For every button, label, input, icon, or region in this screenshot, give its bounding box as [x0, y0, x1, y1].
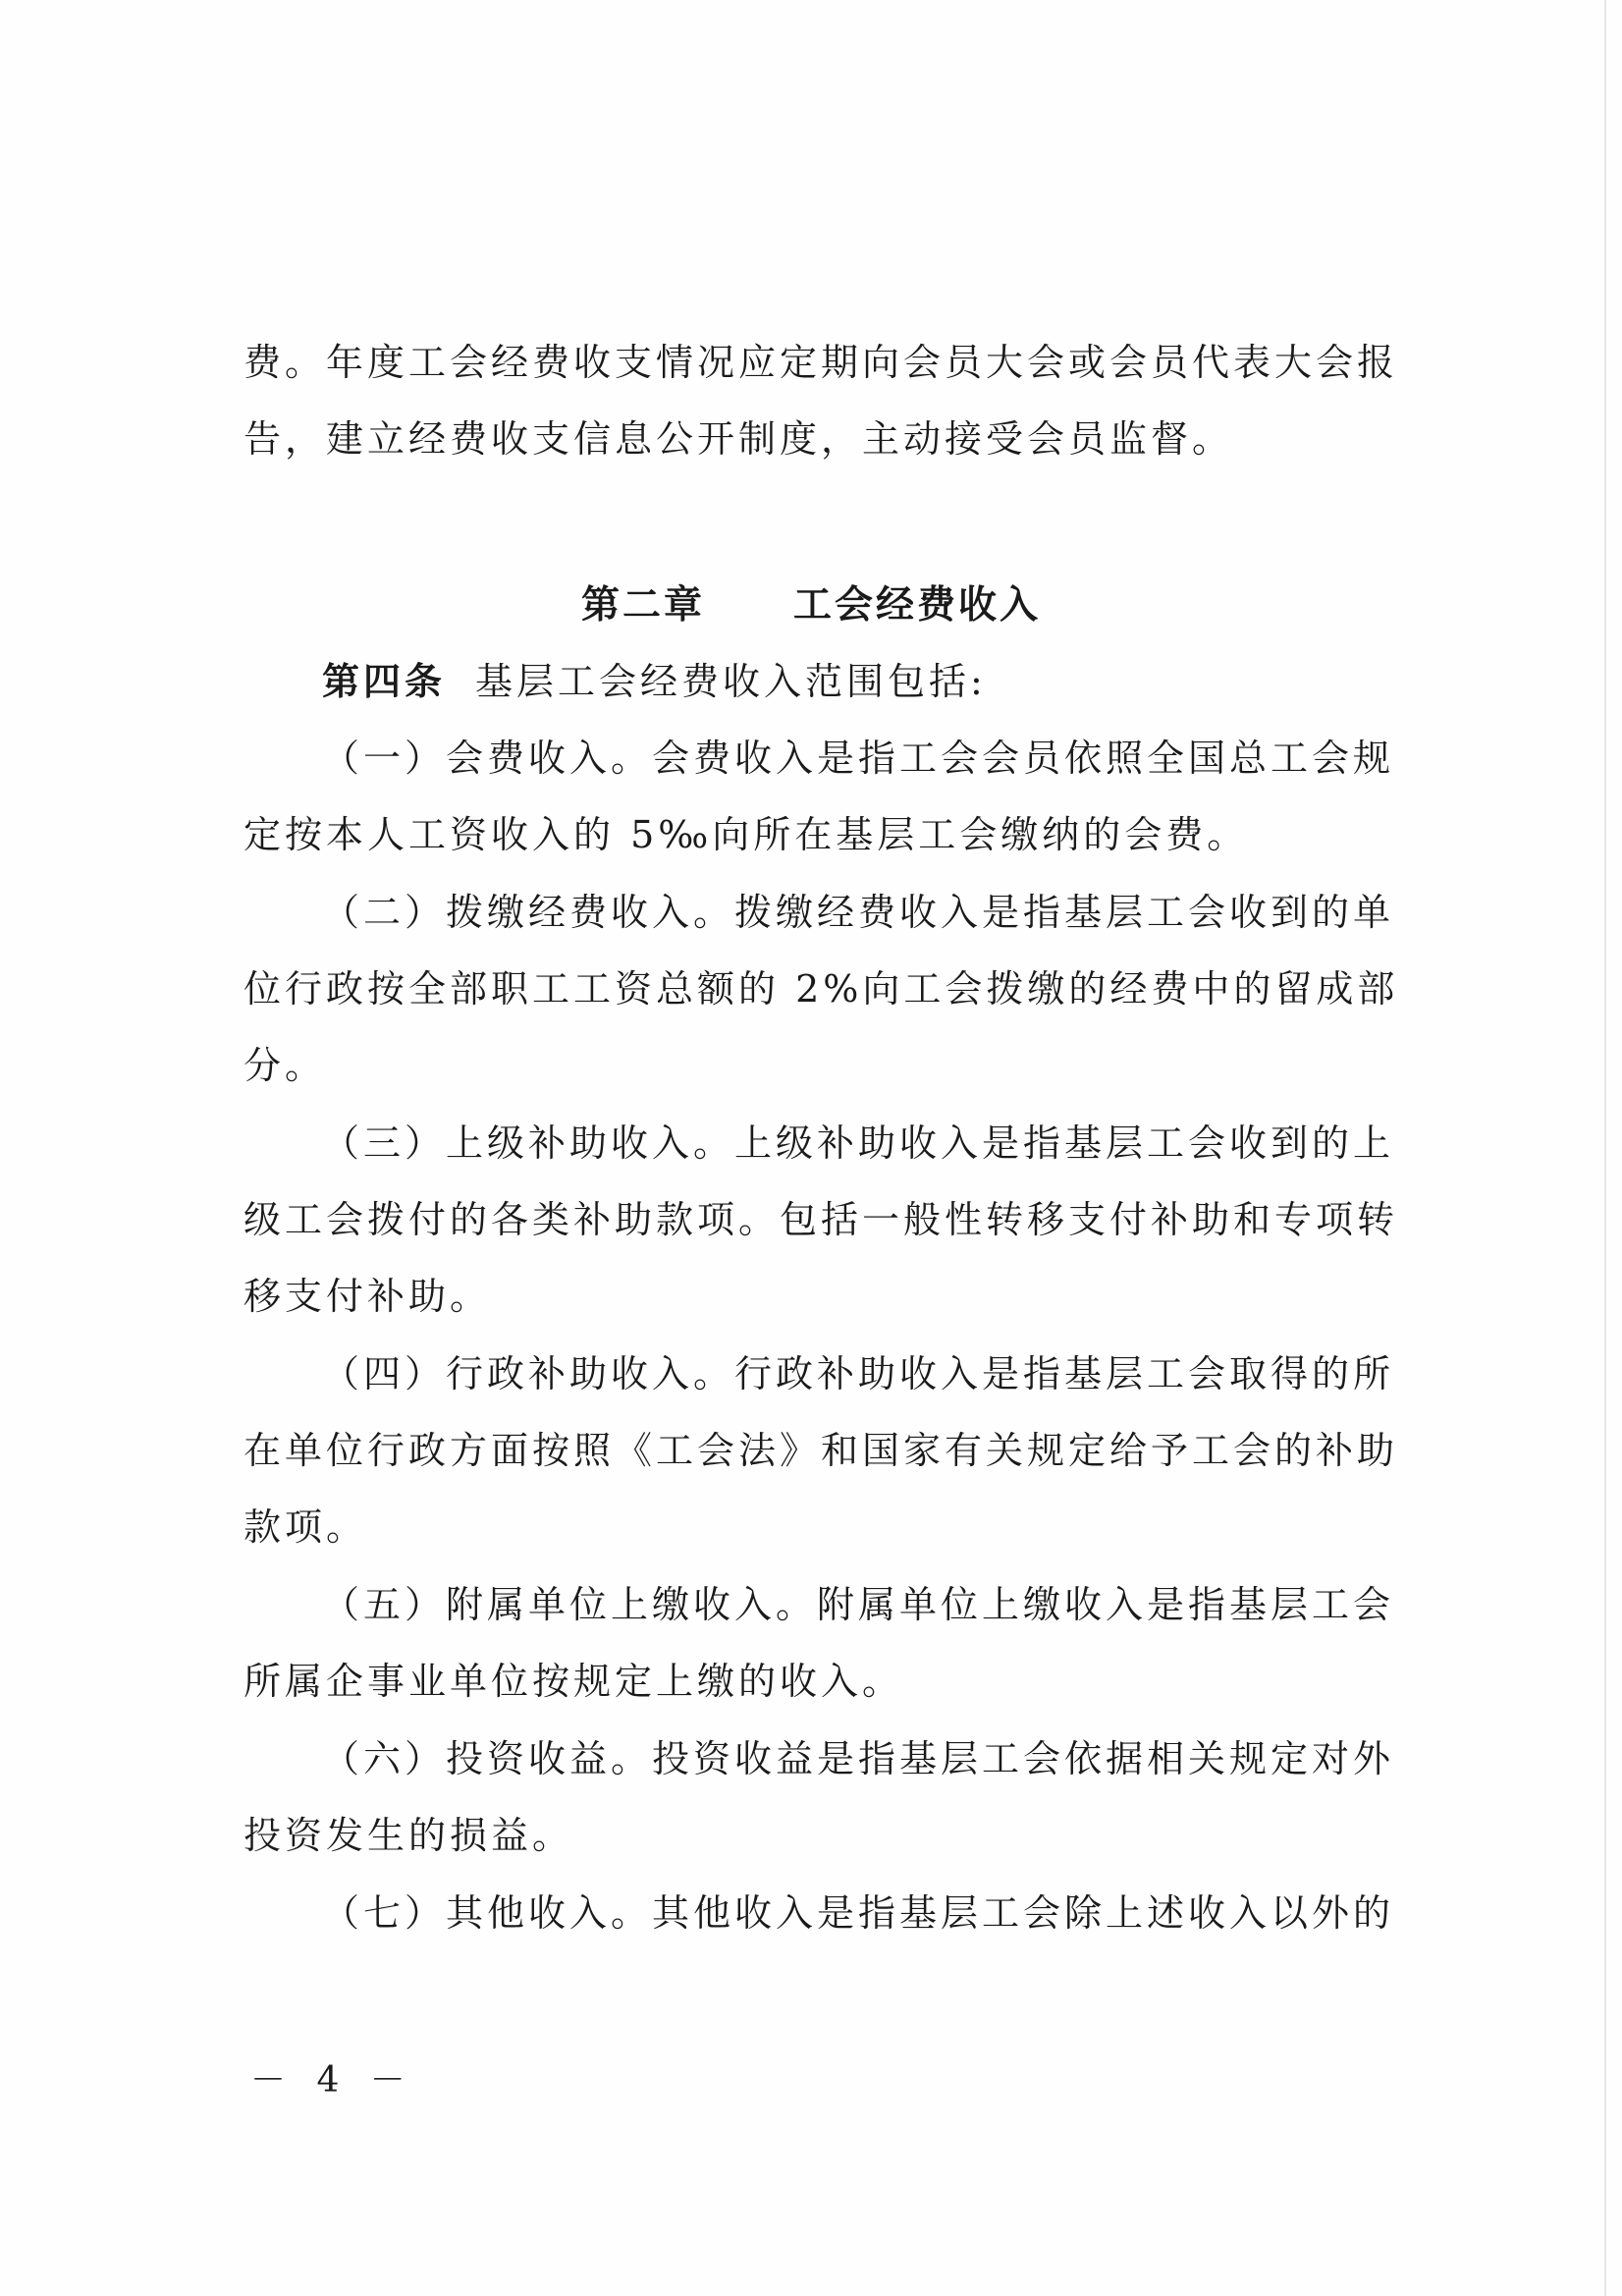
item-2: （二）拨缴经费收入。拨缴经费收入是指基层工会收到的单位行政按全部职工工资总额的 2%向工会拨缴的经费中的留成部分。 — [243, 891, 1399, 1087]
chapter-title: 工会经费收入 — [793, 583, 1042, 628]
article-text: 基层工会经费收入范围包括: — [475, 660, 987, 703]
item-1: （一）会费收入。会费收入是指工会会员依照全国总工会规定按本人工资收入的 5‰向所在基层工会缴纳的会费。 — [243, 737, 1395, 856]
item-6: （六）投资收益。投资收益是指基层工会依据相关规定对外投资发生的损益。 — [243, 1737, 1395, 1857]
continuation-paragraph: 费。年度工会经费收支情况应定期向会员大会或会员代表大会报告，建立经费收支信息公开制度，主动接受会员监督。 — [243, 341, 1399, 461]
item-7: （七）其他收入。其他收入是指基层工会除上述收入以外的 — [322, 1891, 1395, 1935]
chapter-heading — [0, 574, 1622, 629]
item-5: （五）附属单位上缴收入。附属单位上缴收入是指基层工会所属企事业单位按规定上缴的收入。 — [243, 1583, 1395, 1703]
article-label: 第四条 — [322, 660, 447, 703]
chapter-number: 第二章 — [580, 583, 705, 628]
item-3: （三）上级补助收入。上级补助收入是指基层工会收到的上级工会拨付的各类补助款项。包括一般性转移支付补助和专项转移支付补助。 — [243, 1121, 1399, 1318]
item-4: （四）行政补助收入。行政补助收入是指基层工会取得的所在单位行政方面按照《工会法》和国家有关规定给予工会的补助款项。 — [243, 1352, 1399, 1549]
page-number: － 4 － — [250, 2060, 415, 2101]
scan-edge-line — [1604, 0, 1606, 2296]
article-4 — [243, 643, 1402, 720]
